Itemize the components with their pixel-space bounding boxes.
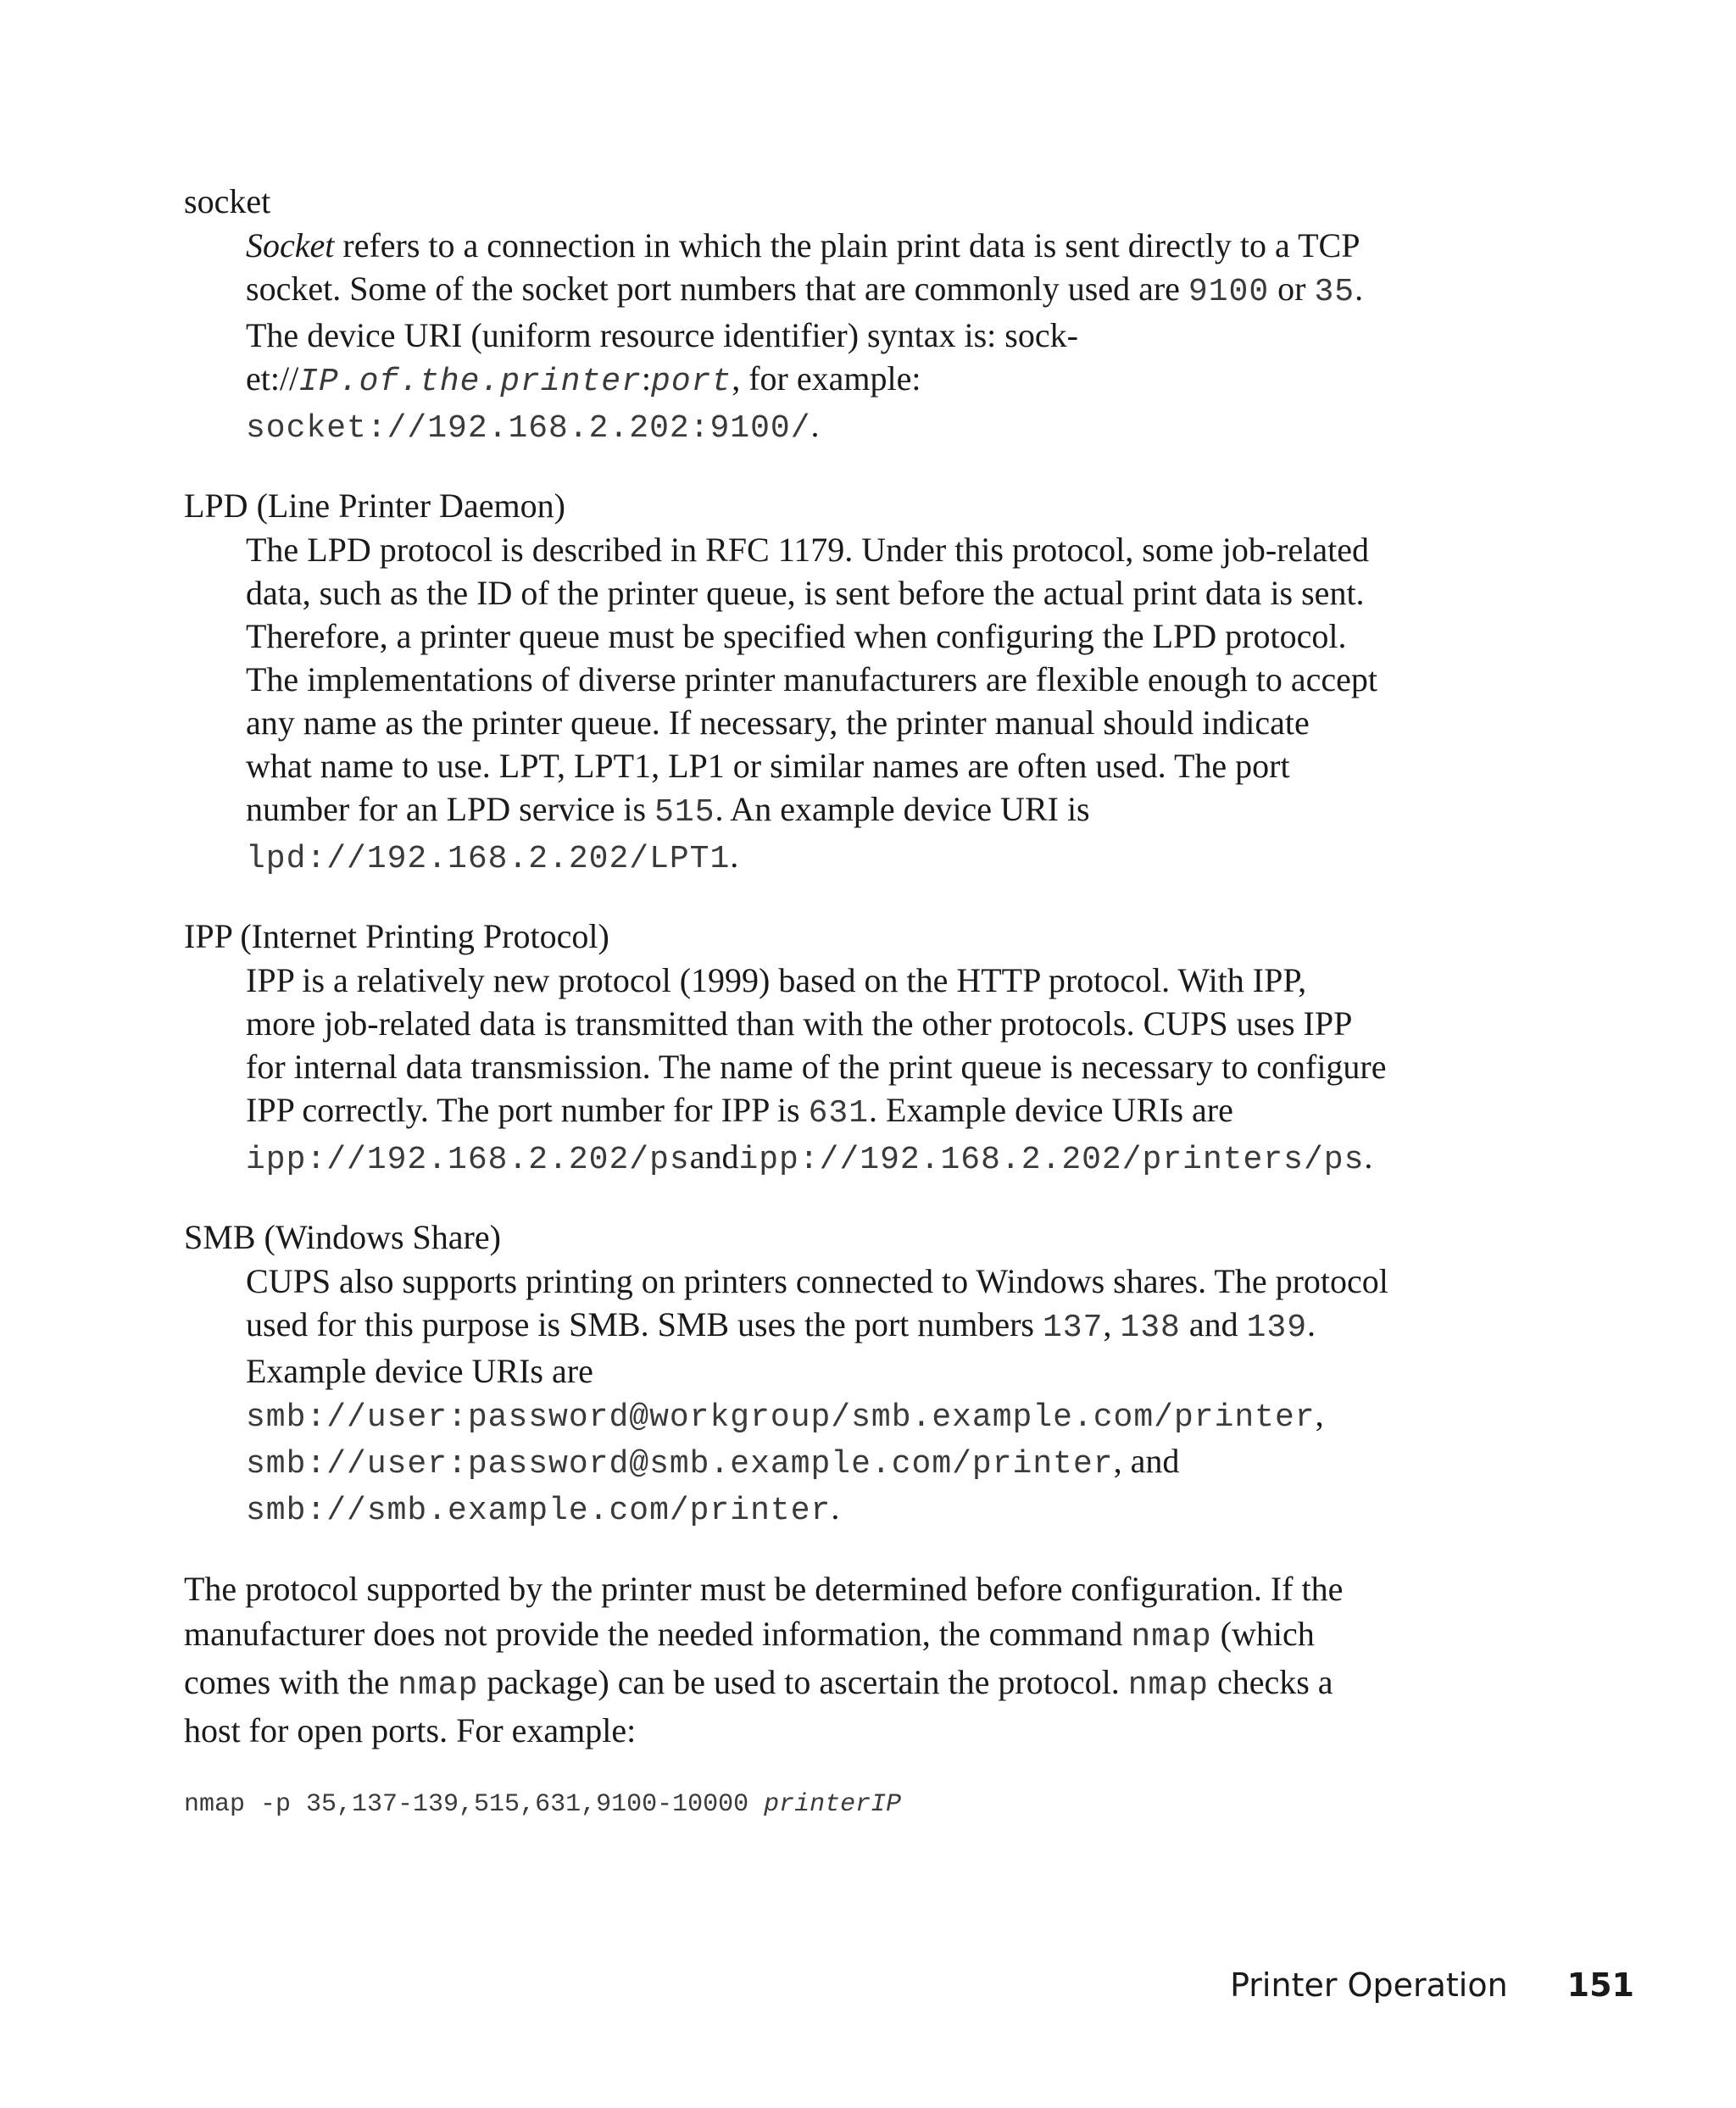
- text-run: package) can be used to ascertain the protocol.: [478, 1663, 1128, 1701]
- text-line: data, such as the ID of the printer queue, is sent before the actual print data is sent.: [246, 574, 1365, 612]
- text-run: manufacturer does not provide the needed information, the command: [184, 1615, 1132, 1653]
- text-run: .: [1364, 1137, 1373, 1176]
- text-line: what name to use. LPT, LPT1, LP1 or similar names are often used. The port: [246, 747, 1290, 785]
- page-number: 151: [1566, 1966, 1634, 2004]
- text-line: any name as the printer queue. If necessary, the printer manual should indicate: [246, 704, 1310, 742]
- text-run: ,: [1315, 1395, 1324, 1433]
- code-uri: lpd://192.168.2.202/LPT1: [246, 841, 731, 877]
- code-uri: smb://user:password@workgroup/smb.example.com/printer: [246, 1399, 1316, 1436]
- text-line: [246, 787, 1455, 834]
- text-run: IPP correctly. The port number for IPP is: [246, 1091, 809, 1129]
- text-run: .: [1355, 270, 1364, 308]
- text-line: [246, 357, 1455, 403]
- text-run: ,: [1103, 1305, 1121, 1343]
- text-line: [246, 834, 1455, 881]
- text-line: more job-related data is transmitted than with the other protocols. CUPS uses IPP: [246, 1004, 1353, 1043]
- text-line: IPP is a relatively new protocol (1999) based on the HTTP protocol. With IPP,: [246, 961, 1307, 999]
- text-line: [246, 267, 1455, 314]
- text-line: [184, 1660, 1455, 1708]
- code-uri: smb://user:password@smb.example.com/printer: [246, 1446, 1114, 1482]
- text-line: The LPD protocol is described in RFC 1179. Under this protocol, some job-related: [246, 531, 1369, 569]
- text-run: , for example:: [732, 359, 921, 398]
- code-placeholder: port: [651, 364, 732, 400]
- page-footer: [1230, 1966, 1634, 2004]
- text-run: comes with the: [184, 1663, 398, 1701]
- definition-ipp: [246, 959, 1455, 1182]
- definition-socket: [246, 224, 1455, 450]
- footer-section-title: Printer Operation: [1230, 1966, 1508, 2004]
- command-placeholder: printerIP: [764, 1790, 902, 1819]
- text-run: . Example device URIs are: [869, 1091, 1233, 1129]
- code-uri: ipp://192.168.2.202/ps: [246, 1142, 690, 1178]
- text-run: .: [730, 837, 739, 875]
- section-lpd: [184, 484, 1455, 881]
- code-command: nmap: [398, 1667, 479, 1704]
- code-uri: socket://192.168.2.202:9100/: [246, 410, 811, 447]
- code-port: 35: [1314, 274, 1355, 310]
- code-port: 631: [808, 1095, 870, 1132]
- command-text: nmap -p 35,137-139,515,631,9100-10000: [184, 1790, 765, 1819]
- code-uri: smb://smb.example.com/printer: [246, 1493, 832, 1529]
- closing-paragraph: [184, 1566, 1455, 1753]
- text-run: .: [810, 406, 820, 444]
- text-line: The implementations of diverse printer manufacturers are flexible enough to accept: [246, 660, 1378, 698]
- text-run: .: [831, 1488, 840, 1527]
- text-line: [246, 1303, 1455, 1349]
- section-ipp: [184, 915, 1455, 1182]
- code-port: 138: [1120, 1310, 1181, 1346]
- text-run: :: [641, 359, 652, 398]
- text-run: or: [1269, 270, 1315, 308]
- code-port: 515: [654, 794, 715, 831]
- text-line: for internal data transmission. The name of the print queue is necessary to configure: [246, 1048, 1387, 1086]
- definition-lpd: [246, 528, 1455, 881]
- text-run: . An example device URI is: [715, 790, 1090, 828]
- text-line: Example device URIs are: [246, 1352, 593, 1390]
- text-line: [246, 1135, 1455, 1182]
- text-line: The protocol supported by the printer must be determined before configuration. If the: [184, 1570, 1344, 1608]
- code-port: 9100: [1188, 274, 1270, 310]
- text-run: and: [1180, 1305, 1247, 1343]
- section-smb: [184, 1215, 1455, 1532]
- text-run: used for this purpose is SMB. SMB uses the port numbers: [246, 1305, 1043, 1343]
- emphasis: Socket: [246, 226, 335, 264]
- text-run: number for an LPD service is: [246, 790, 655, 828]
- page-content: [184, 180, 1455, 1819]
- term-socket: socket: [184, 182, 271, 220]
- code-placeholder: IP.of.the.printer: [298, 364, 642, 400]
- command-example: [184, 1790, 1455, 1819]
- text-line: [246, 1088, 1455, 1135]
- text-run: (which: [1211, 1615, 1315, 1653]
- term-smb: SMB (Windows Share): [184, 1218, 501, 1256]
- definition-smb: [246, 1260, 1455, 1532]
- text-line: [246, 403, 1455, 450]
- text-run: , and: [1113, 1442, 1180, 1480]
- text-line: [246, 1393, 1455, 1439]
- text-run: .: [1307, 1305, 1316, 1343]
- term-lpd: LPD (Line Printer Daemon): [184, 487, 565, 525]
- code-port: 139: [1246, 1310, 1308, 1346]
- text-line: host for open ports. For example:: [184, 1711, 637, 1749]
- text-run: socket. Some of the socket port numbers that are commonly used are: [246, 270, 1188, 308]
- code-uri: ipp://192.168.2.202/printers/ps: [738, 1142, 1365, 1178]
- text-line: [246, 1486, 1455, 1532]
- text-run: and: [689, 1137, 739, 1176]
- text-line: [246, 1439, 1455, 1486]
- text-run: et://: [246, 359, 299, 398]
- text-line: CUPS also supports printing on printers connected to Windows shares. The protocol: [246, 1262, 1388, 1300]
- text-line: Therefore, a printer queue must be specified when configuring the LPD protocol.: [246, 617, 1347, 655]
- text-line: [184, 1611, 1455, 1660]
- text-line: [246, 224, 1455, 267]
- text-run: refers to a connection in which the plain print data is sent directly to a TCP: [334, 226, 1360, 264]
- text-line: The device URI (uniform resource identifier) syntax is: sock-: [246, 316, 1078, 354]
- term-ipp: IPP (Internet Printing Protocol): [184, 917, 609, 955]
- code-port: 137: [1043, 1310, 1104, 1346]
- code-command: nmap: [1131, 1619, 1212, 1655]
- text-run: checks a: [1208, 1663, 1333, 1701]
- section-socket: [184, 180, 1455, 450]
- code-command: nmap: [1127, 1667, 1209, 1704]
